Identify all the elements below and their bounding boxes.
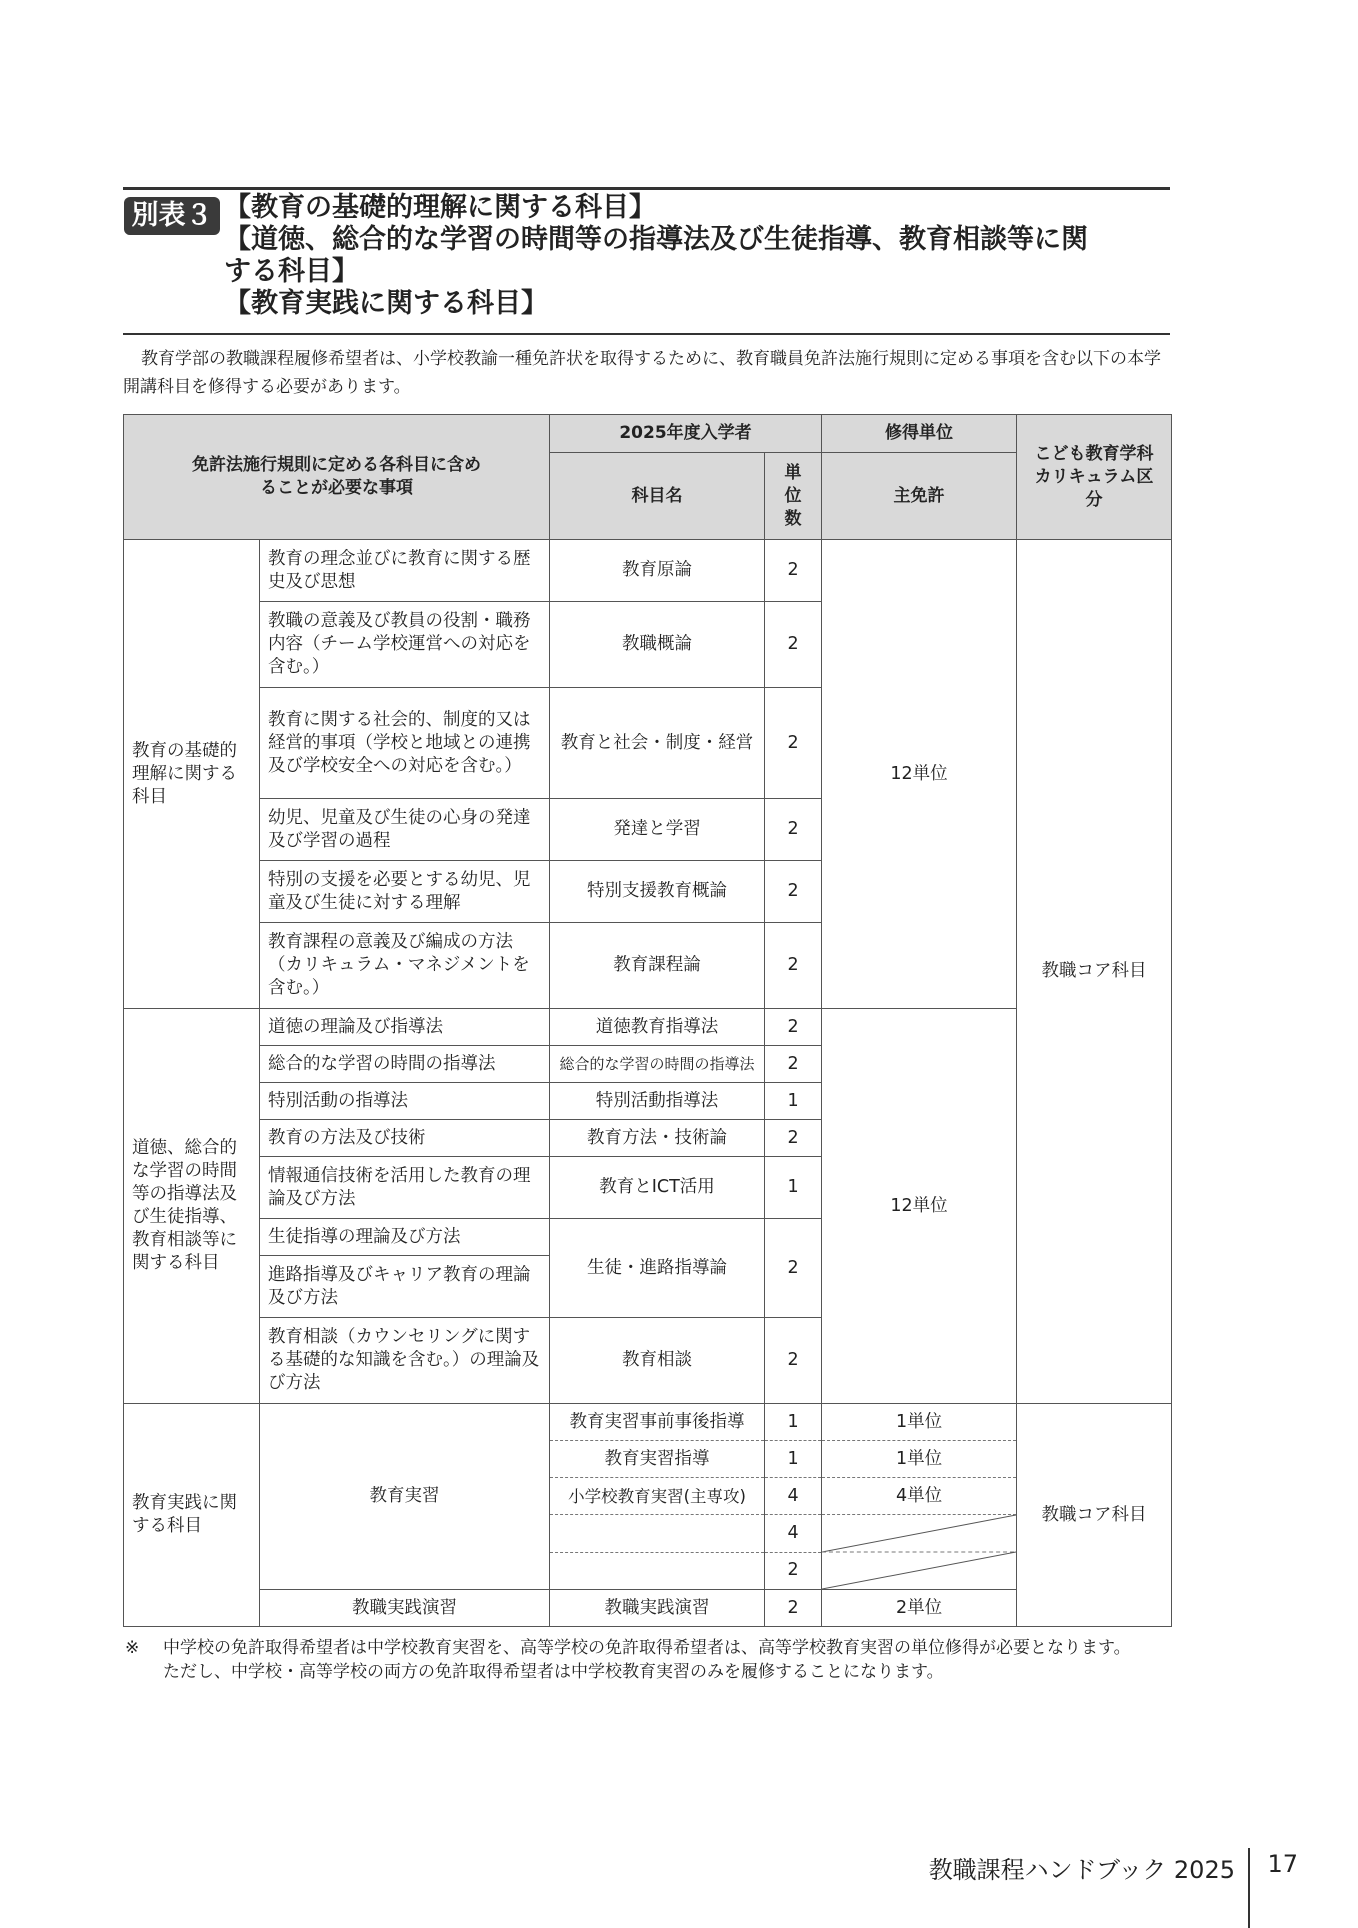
item-cell: 教職の意義及び教員の役割・職務内容（チーム学校運営への対応を含む。） <box>260 602 550 688</box>
subject-cell: 教職概論 <box>550 602 765 688</box>
diagonal-slash-lines <box>822 1515 1016 1589</box>
subject-cell: 教育相談 <box>550 1318 765 1404</box>
credits-group-2: 12単位 <box>822 1009 1017 1404</box>
subject-cell: 総合的な学習の時間の指導法 <box>550 1046 765 1083</box>
top-rule <box>123 187 1170 190</box>
group-3-label: 教育実践に関する科目 <box>124 1404 260 1627</box>
credits-cell: 4単位 <box>822 1478 1017 1515</box>
footer-title: 教職課程ハンドブック 2025 <box>928 1856 1235 1884</box>
units-cell: 2 <box>765 1590 822 1627</box>
subject-cell: 教育と社会・制度・経営 <box>550 688 765 799</box>
units-cell: 2 <box>765 1120 822 1157</box>
course-table <box>123 414 1172 1627</box>
item-cell: 教育の理念並びに教育に関する歴史及び思想 <box>260 540 550 602</box>
subject-cell: 教育とICT活用 <box>550 1157 765 1219</box>
group-2-label: 道徳、総合的な学習の時間等の指導法及び生徒指導、教育相談等に関する科目 <box>124 1009 260 1404</box>
credits-cell: 1単位 <box>822 1404 1017 1441</box>
item-cell: 道徳の理論及び指導法 <box>260 1009 550 1046</box>
item-cell: 特別活動の指導法 <box>260 1083 550 1120</box>
page-number: 17 <box>1267 1850 1298 1878</box>
group-1-label: 教育の基礎的理解に関する科目 <box>124 540 260 1009</box>
subject-cell: 教育課程論 <box>550 923 765 1009</box>
item-cell: 総合的な学習の時間の指導法 <box>260 1046 550 1083</box>
header-subject: 科目名 <box>550 453 765 540</box>
units-cell: 2 <box>765 1318 822 1404</box>
header-credits: 修得単位 <box>822 415 1017 453</box>
units-cell: 1 <box>765 1157 822 1219</box>
units-cell: 2 <box>765 1219 822 1318</box>
curriculum-core-1: 教職コア科目 <box>1017 540 1172 1404</box>
item-cell: 進路指導及びキャリア教育の理論及び方法 <box>260 1256 550 1318</box>
header-year: 2025年度入学者 <box>550 415 822 453</box>
title-line-2: 【道徳、総合的な学習の時間等の指導法及び生徒指導、教育相談等に関 <box>224 224 1088 255</box>
title-bottom-rule <box>123 333 1170 335</box>
units-cell: 2 <box>765 602 822 688</box>
subject-cell-empty <box>550 1552 765 1590</box>
intro-paragraph: 教育学部の教職課程履修希望者は、小学校教諭一種免許状を取得するために、教育職員免許法施行規則に定める事項を含む以下の本学開講科目を修得する必要があります。 <box>123 349 1161 397</box>
units-cell: 2 <box>765 688 822 799</box>
footnote <box>123 1636 1173 1684</box>
subject-cell: 道徳教育指導法 <box>550 1009 765 1046</box>
subject-cell: 特別活動指導法 <box>550 1083 765 1120</box>
subject-cell: 教育原論 <box>550 540 765 602</box>
units-cell: 4 <box>765 1478 822 1515</box>
title-line-1: 【教育の基礎的理解に関する科目】 <box>224 192 656 223</box>
subject-cell: 特別支援教育概論 <box>550 861 765 923</box>
units-cell: 2 <box>765 1046 822 1083</box>
subject-cell: 発達と学習 <box>550 799 765 861</box>
table-badge: 別表３ <box>124 197 220 235</box>
item-cell: 教育相談（カウンセリングに関する基礎的な知識を含む。）の理論及び方法 <box>260 1318 550 1404</box>
footer-divider <box>1248 1848 1250 1928</box>
units-cell: 2 <box>765 540 822 602</box>
units-cell: 2 <box>765 861 822 923</box>
note-line-1: 中学校の免許取得希望者は中学校教育実習を、高等学校の免許取得希望者は、高等学校教育実習の単位修得が必要となります。 <box>163 1638 1131 1658</box>
item-cell: 生徒指導の理論及び方法 <box>260 1219 550 1256</box>
units-cell: 4 <box>765 1515 822 1553</box>
note-line-2: ただし、中学校・高等学校の両方の免許取得希望者は中学校教育実習のみを履修することになります。 <box>163 1662 944 1682</box>
subject-cell: 小学校教育実習(主専攻) <box>550 1478 765 1515</box>
units-cell: 1 <box>765 1083 822 1120</box>
practice-item-2: 教職実践演習 <box>260 1590 550 1627</box>
page-title <box>224 192 1174 320</box>
title-line-3: する科目】 <box>224 256 359 287</box>
units-cell: 2 <box>765 799 822 861</box>
subject-cell: 教育方法・技術論 <box>550 1120 765 1157</box>
item-cell: 情報通信技術を活用した教育の理論及び方法 <box>260 1157 550 1219</box>
subject-cell: 教育実習指導 <box>550 1441 765 1478</box>
header-curriculum: こども教育学科カリキュラム区分 <box>1017 415 1172 540</box>
units-cell: 2 <box>765 1552 822 1590</box>
credits-group-1: 12単位 <box>822 540 1017 1009</box>
units-cell: 2 <box>765 1009 822 1046</box>
header-main-license: 主免許 <box>822 453 1017 540</box>
units-cell: 1 <box>765 1404 822 1441</box>
item-cell: 教育に関する社会的、制度的又は経営的事項（学校と地域との連携及び学校安全への対応を含む。） <box>260 688 550 799</box>
item-cell: 教育の方法及び技術 <box>260 1120 550 1157</box>
page-footer <box>928 1840 1358 1920</box>
credits-cell: 2単位 <box>822 1590 1017 1627</box>
practice-item: 教育実習 <box>260 1404 550 1590</box>
item-cell: 教育課程の意義及び編成の方法（カリキュラム・マネジメントを含む。） <box>260 923 550 1009</box>
units-cell: 2 <box>765 923 822 1009</box>
units-cell: 1 <box>765 1441 822 1478</box>
item-cell: 特別の支援を必要とする幼児、児童及び生徒に対する理解 <box>260 861 550 923</box>
item-cell: 幼児、児童及び生徒の心身の発達及び学習の過程 <box>260 799 550 861</box>
credits-cell-slashed <box>822 1515 1017 1590</box>
subject-cell-empty <box>550 1515 765 1553</box>
title-line-4: 【教育実践に関する科目】 <box>224 288 548 319</box>
credits-cell: 1単位 <box>822 1441 1017 1478</box>
subject-cell: 教職実践演習 <box>550 1590 765 1627</box>
subject-cell: 生徒・進路指導論 <box>550 1219 765 1318</box>
note-mark: ※ <box>125 1638 140 1658</box>
curriculum-core-2: 教職コア科目 <box>1017 1404 1172 1627</box>
header-units: 単位数 <box>765 453 822 540</box>
header-rule: 免許法施行規則に定める各科目に含めることが必要な事項 <box>124 415 550 540</box>
subject-cell: 教育実習事前事後指導 <box>550 1404 765 1441</box>
